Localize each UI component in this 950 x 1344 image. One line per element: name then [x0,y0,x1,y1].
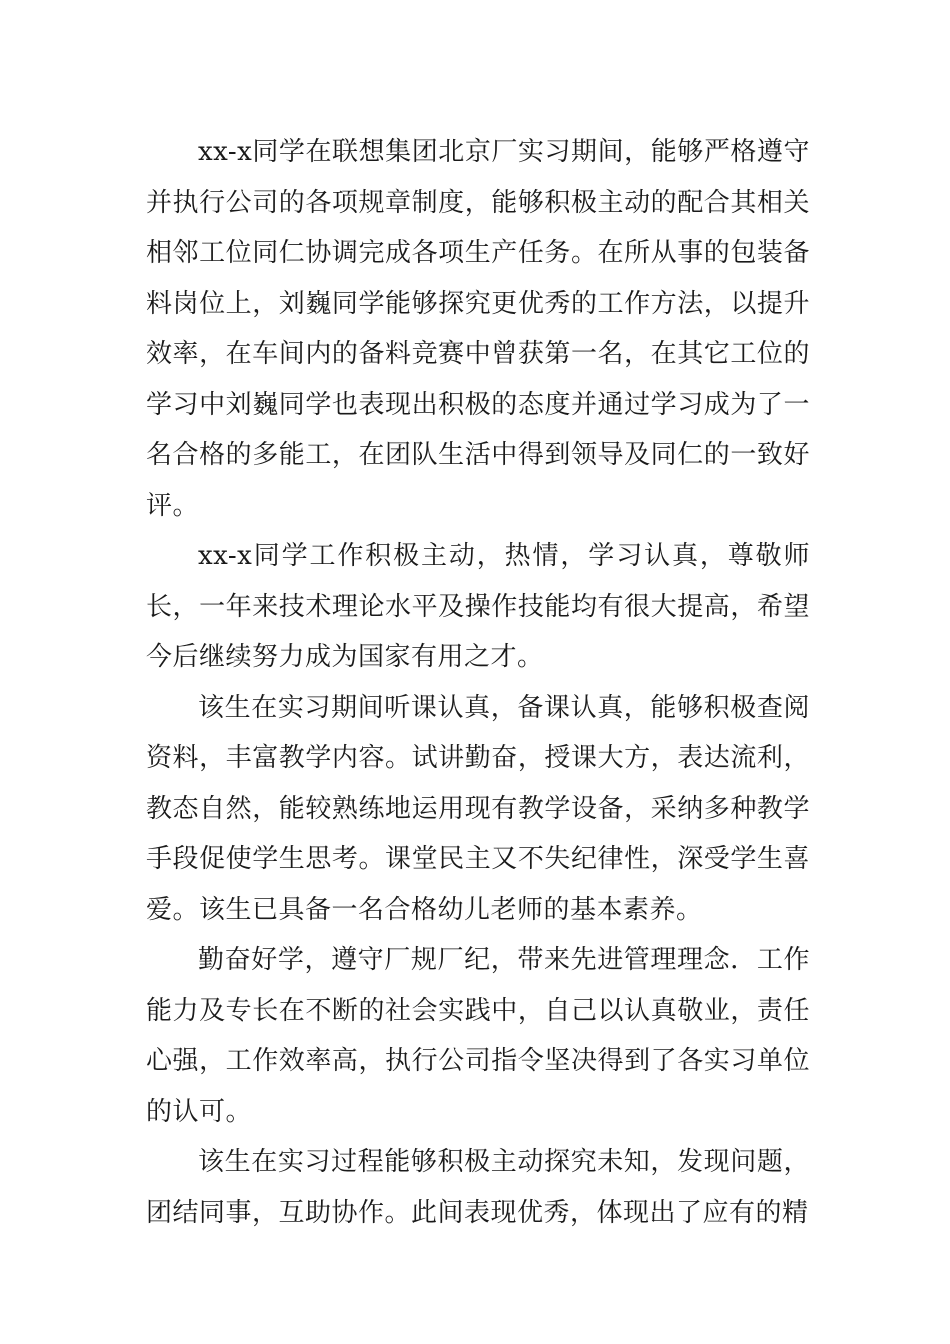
paragraph-internship-lenovo: xx-x同学在联想集团北京厂实习期间，能够严格遵守并执行公司的各项规章制度，能够积极主动的配合其相关相邻工位同仁协调完成各项生产任务。在所从事的包装备料岗位上，刘巍同学能够探究更优秀的工作方法，以提升效率，在车间内的备料竞赛中曾获第一名，在其它工位的学习中刘巍同学也表现出积极的态度并通过学习成为了一名合格的多能工，在团队生活中得到领导及同仁的一致好评。 [146,137,810,521]
paragraph-work-attitude: xx-x同学工作积极主动，热情，学习认真，尊敬师长，一年来技术理论水平及操作技能均有很大提高，希望今后继续努力成为国家有用之才。 [146,541,810,672]
paragraph-initiative: 该生在实习过程能够积极主动探究未知，发现问题，团结同事，互助协作。此间表现优秀，体现出了应有的精 [146,1147,810,1228]
document-body [146,127,810,1238]
paragraph-teaching-evaluation: 该生在实习期间听课认真，备课认真，能够积极查阅资料，丰富教学内容。试讲勤奋，授课大方，表达流利，教态自然，能较熟练地运用现有教学设备，采纳多种教学手段促使学生思考。课堂民主又不失纪律性，深受学生喜爱。该生已具备一名合格幼儿老师的基本素养。 [146,692,810,925]
paragraph-diligence: 勤奋好学，遵守厂规厂纪，带来先进管理理念．工作能力及专长在不断的社会实践中，自己以认真敬业，责任心强，工作效率高，执行公司指令坚决得到了各实习单位的认可。 [146,945,810,1127]
